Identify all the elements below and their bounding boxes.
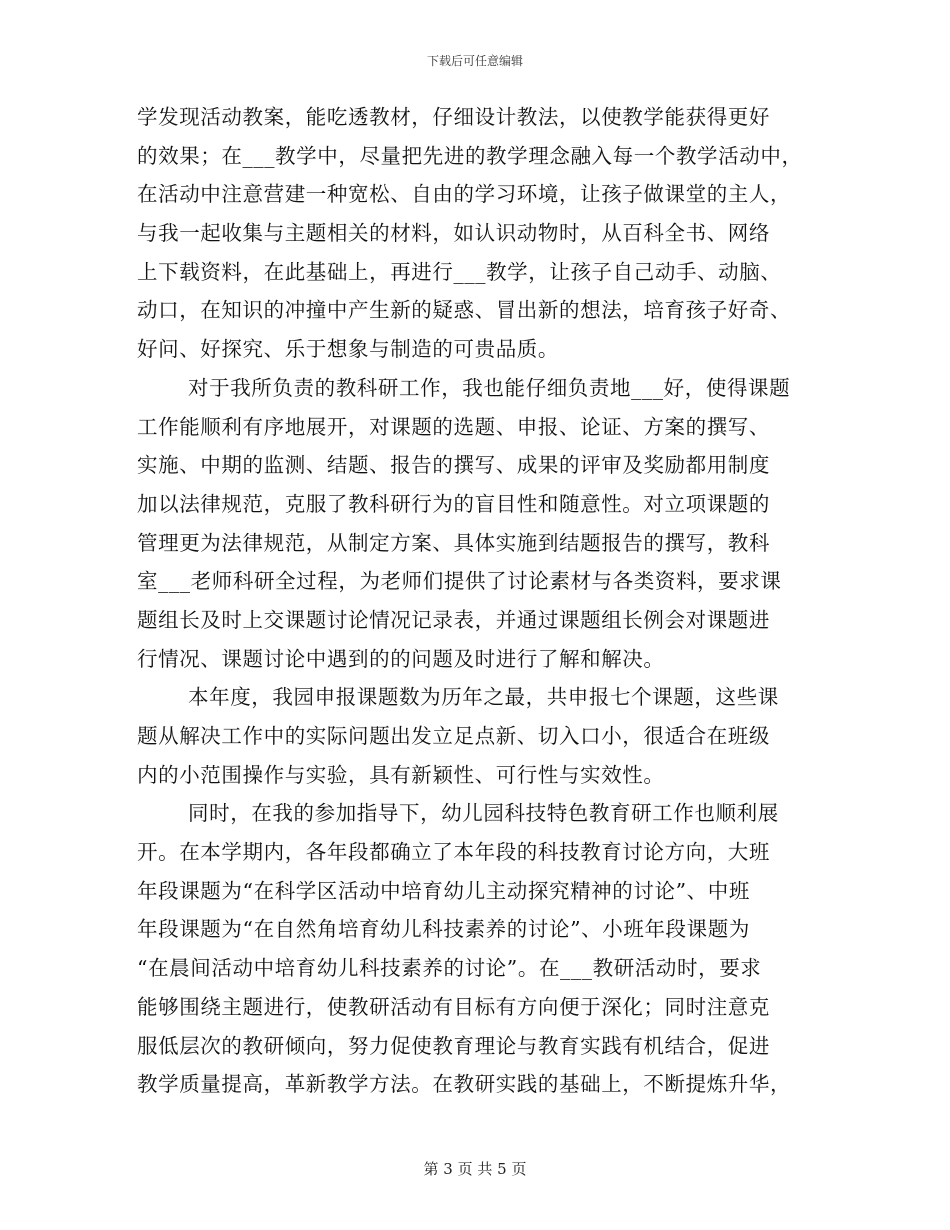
text-line: 加以法律规范，克服了教科研行为的盲目性和随意性。对立项课题的: [137, 491, 770, 516]
text-line: 上下载资料，在此基础上，再进行___教学，让孩子自己动手、动脑、: [137, 259, 782, 284]
text-line: 开。在本学期内，各年段都确立了本年段的科技教育讨论方向，大班: [137, 840, 770, 865]
text-line: 的效果；在___教学中，尽量把先进的教学理念融入每一个教学活动中，: [137, 143, 803, 168]
text-line: 学发现活动教案，能吃透教材，仔细设计教法，以使教学能获得更好: [137, 105, 770, 129]
text-line: 内的小范围操作与实验，具有新颖性、可行性与实效性。: [137, 762, 665, 787]
text-line: 在活动中注意营建一种宽松、自由的学习环境，让孩子做课堂的主人，: [137, 182, 792, 207]
text-line: 工作能顺利有序地展开，对课题的选题、申报、论证、方案的撰写、: [137, 414, 770, 439]
text-line: 年段课题为“在自然角培育幼儿科技素养的讨论”、小班年段课题为: [137, 917, 750, 942]
text-line: 题组长及时上交课题讨论情况记录表，并通过课题组长例会对课题进: [137, 607, 770, 632]
text-line: “在晨间活动中培育幼儿科技素养的讨论”。在___教研活动时，要求: [137, 956, 762, 981]
text-line: 室___老师科研全过程，为老师们提供了讨论素材与各类资料，要求课: [137, 569, 782, 594]
document-body: [137, 98, 817, 1104]
text-line: 能够围绕主题进行，使教研活动有目标有方向便于深化；同时注意克: [137, 994, 770, 1019]
page-footer: 第 3 页 共 5 页: [423, 1160, 527, 1178]
text-line: 本年度，我园申报课题数为历年之最，共申报七个课题，这些课: [188, 685, 779, 710]
text-line: 动口，在知识的冲撞中产生新的疑惑、冒出新的想法，培育孩子好奇、: [137, 298, 792, 323]
text-line: 与我一起收集与主题相关的材料，如认识动物时，从百科全书、网络: [137, 221, 770, 246]
page-header: 下载后可任意编辑: [426, 54, 523, 68]
text-line: 教学质量提高，革新教学方法。在教研实践的基础上，不断提炼升华，: [137, 1072, 792, 1097]
text-line: 服低层次的教研倾向，努力促使教育理论与教育实践有机结合，促进: [137, 1033, 770, 1058]
text-line: 年段课题为“在科学区活动中培育幼儿主动探究精神的讨论”、中班: [137, 878, 750, 903]
text-line: 题从解决工作中的实际问题出发立足点新、切入口小，很适合在班级: [137, 724, 770, 748]
text-line: 行情况、课题讨论中遇到的的问题及时进行了解和解决。: [137, 646, 665, 671]
text-line: 实施、中期的监测、结题、报告的撰写、成果的评审及奖励都用制度: [137, 453, 770, 478]
text-line: 管理更为法律规范，从制定方案、具体实施到结题报告的撰写，教科: [137, 530, 770, 555]
text-line: 同时，在我的参加指导下，幼儿园科技特色教育研工作也顺利展: [188, 801, 779, 826]
text-line: 对于我所负责的教科研工作，我也能仔细负责地___好，使得课题: [188, 375, 791, 400]
text-line: 好问、好探究、乐于想象与制造的可贵品质。: [137, 337, 559, 362]
